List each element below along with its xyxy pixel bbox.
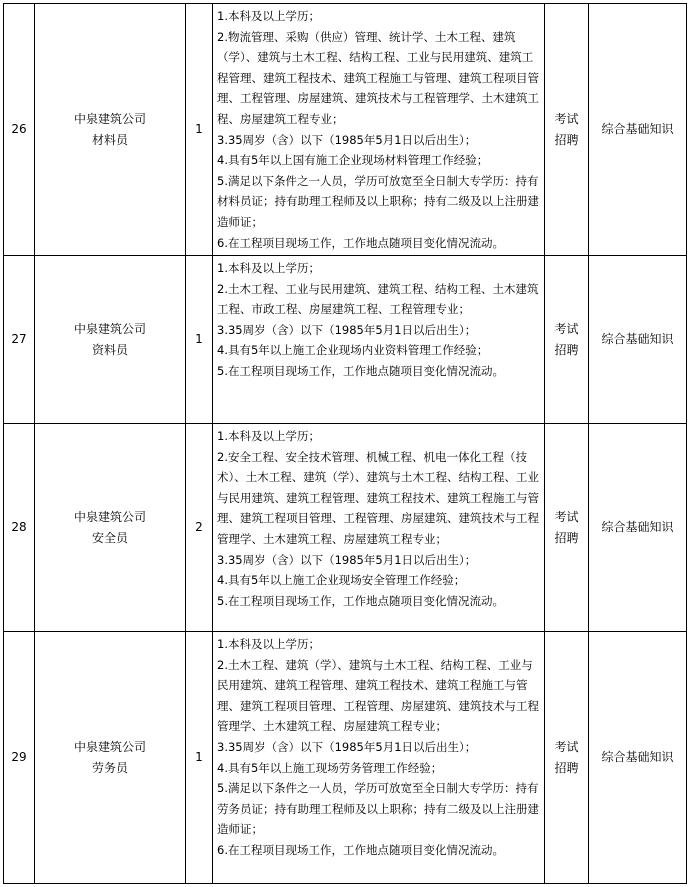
hiring-count: 2 bbox=[186, 424, 213, 632]
requirement-item: 5.在工程项目现场工作，工作地点随项目变化情况流动。 bbox=[217, 593, 504, 608]
requirement-item: 5.满足以下条件之一人员，学历可放宽至全日制大专学历：持有劳务员证；持有助理工程师及以上职称；持有二级及以上注册建造师证； bbox=[217, 781, 539, 837]
requirements-cell bbox=[213, 4, 545, 256]
requirement-item: 3.35周岁（含）以下（1985年5月1日以后出生）； bbox=[217, 739, 477, 754]
hiring-count: 1 bbox=[186, 4, 213, 256]
requirement-item: 5.满足以下条件之一人员，学历可放宽至全日制大专学历：持有材料员证；持有助理工程师及以上职称；持有二级及以上注册建造师证； bbox=[217, 173, 539, 229]
requirements-cell bbox=[213, 256, 545, 424]
requirement-item: 2.土木工程、建筑（学）、建筑与土木工程、结构工程、工业与民用建筑、建筑工程管理、建筑工程技术、建筑工程施工与管理、建筑工程项目管理、工程管理、房屋建筑、建筑技术与工程管理学、土木建筑工程、房屋建筑工程专业； bbox=[217, 657, 539, 734]
requirements-cell bbox=[213, 632, 545, 884]
requirement-item: 4.具有5年以上施工企业现场内业资料管理工作经验； bbox=[217, 343, 489, 358]
requirement-item: 5.在工程项目现场工作，工作地点随项目变化情况流动。 bbox=[217, 363, 504, 378]
recruit-method-line: 考试 bbox=[554, 321, 579, 336]
recruit-method-cell bbox=[545, 424, 589, 632]
recruit-method-line: 考试 bbox=[554, 739, 579, 754]
department-name: 中泉建筑公司 bbox=[73, 111, 146, 126]
table-row bbox=[4, 256, 687, 424]
requirement-item: 1.本科及以上学历； bbox=[217, 429, 320, 443]
requirements-cell bbox=[213, 424, 545, 632]
requirement-item: 3.35周岁（含）以下（1985年5月1日以后出生）； bbox=[217, 132, 477, 147]
requirement-item: 4.具有5年以上施工现场劳务管理工作经验； bbox=[217, 760, 443, 775]
department-name: 中泉建筑公司 bbox=[73, 321, 146, 336]
exam-subject: 综合基础知识 bbox=[589, 256, 687, 424]
exam-subject: 综合基础知识 bbox=[589, 4, 687, 256]
requirement-item: 6.在工程项目现场工作，工作地点随项目变化情况流动。 bbox=[217, 235, 504, 250]
requirement-item: 2.土木工程、工业与民用建筑、建筑工程、结构工程、土木建筑工程、市政工程、房屋建筑工程、工程管理专业； bbox=[217, 281, 539, 317]
recruit-method-line: 招聘 bbox=[554, 530, 579, 545]
exam-subject: 综合基础知识 bbox=[589, 632, 687, 884]
position-name: 资料员 bbox=[91, 342, 128, 357]
recruit-method-line: 考试 bbox=[554, 509, 579, 524]
unit-position-cell bbox=[35, 632, 186, 884]
department-name: 中泉建筑公司 bbox=[73, 739, 146, 754]
row-number: 26 bbox=[4, 4, 35, 256]
requirement-item: 2.物流管理、采购（供应）管理、统计学、土木工程、建筑（学）、建筑与土木工程、结构工程、工业与民用建筑、建筑工程管理、建筑工程技术、建筑工程施工与管理、建筑工程项目管理、工程管理、房屋建筑、建筑技术与工程管理学、土木建筑工程、房屋建筑工程专业； bbox=[217, 29, 539, 126]
recruitment-table bbox=[3, 3, 687, 884]
recruit-method-line: 招聘 bbox=[554, 342, 579, 357]
requirement-item: 4.具有5年以上施工企业现场安全管理工作经验； bbox=[217, 573, 466, 588]
unit-position-cell bbox=[35, 256, 186, 424]
recruit-method-cell bbox=[545, 632, 589, 884]
requirement-item: 6.在工程项目现场工作，工作地点随项目变化情况流动。 bbox=[217, 842, 504, 857]
table-row bbox=[4, 4, 687, 256]
recruit-method-cell bbox=[545, 256, 589, 424]
exam-subject: 综合基础知识 bbox=[589, 424, 687, 632]
row-number: 28 bbox=[4, 424, 35, 632]
department-name: 中泉建筑公司 bbox=[73, 509, 146, 524]
recruit-method-cell bbox=[545, 4, 589, 256]
recruit-method-line: 招聘 bbox=[554, 132, 579, 147]
row-number: 29 bbox=[4, 632, 35, 884]
row-number: 27 bbox=[4, 256, 35, 424]
recruit-method-line: 考试 bbox=[554, 111, 579, 126]
position-name: 安全员 bbox=[91, 530, 128, 545]
recruit-method-line: 招聘 bbox=[554, 760, 579, 775]
requirement-item: 4.具有5年以上国有施工企业现场材料管理工作经验； bbox=[217, 153, 489, 168]
hiring-count: 1 bbox=[186, 256, 213, 424]
unit-position-cell bbox=[35, 4, 186, 256]
table-row bbox=[4, 424, 687, 632]
position-name: 材料员 bbox=[91, 132, 128, 147]
requirement-item: 1.本科及以上学历； bbox=[217, 261, 320, 275]
unit-position-cell bbox=[35, 424, 186, 632]
table-row bbox=[4, 632, 687, 884]
requirement-item: 1.本科及以上学历； bbox=[217, 637, 320, 651]
requirement-item: 1.本科及以上学历； bbox=[217, 9, 320, 23]
requirement-item: 3.35周岁（含）以下（1985年5月1日以后出生）； bbox=[217, 552, 477, 567]
hiring-count: 1 bbox=[186, 632, 213, 884]
position-name: 劳务员 bbox=[91, 760, 128, 775]
requirement-item: 3.35周岁（含）以下（1985年5月1日以后出生）； bbox=[217, 322, 477, 337]
requirement-item: 2.安全工程、安全技术管理、机械工程、机电一体化工程（技术）、土木工程、建筑（学）、建筑与土木工程、结构工程、工业与民用建筑、建筑工程管理、建筑工程技术、建筑工程施工与管理、建筑工程项目管理、工程管理、房屋建筑、建筑技术与工程管理学、土木建筑工程、房屋建筑工程专业； bbox=[217, 449, 539, 546]
